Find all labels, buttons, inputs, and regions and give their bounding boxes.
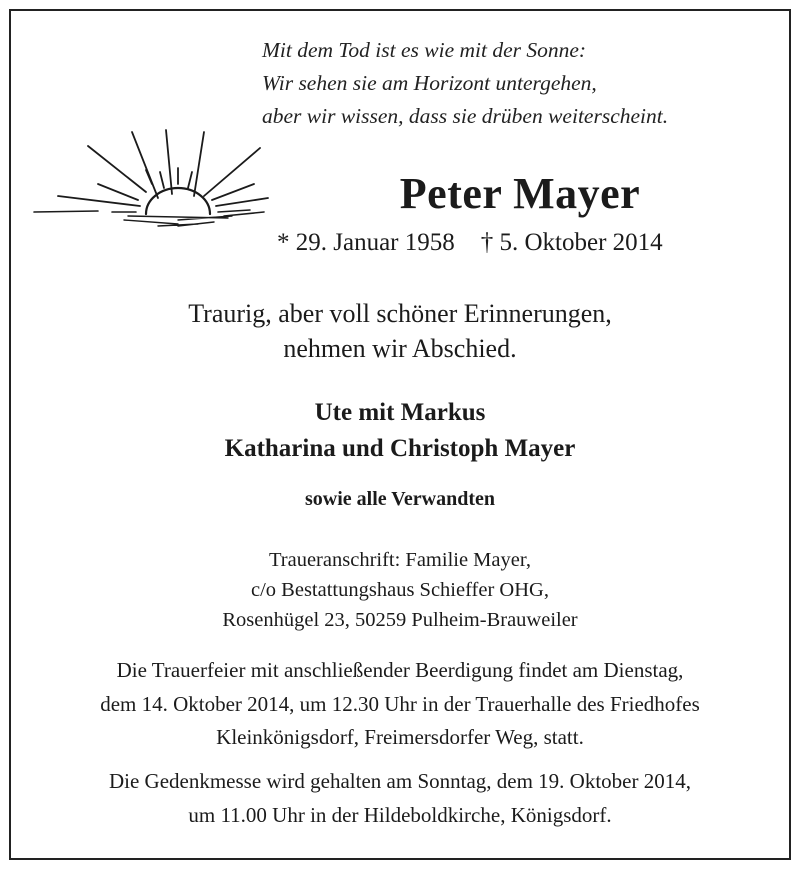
sun-ray — [58, 196, 140, 206]
farewell-line: nehmen wir Abschied. — [283, 334, 517, 363]
funeral-line: dem 14. Oktober 2014, um 12.30 Uhr in der Trauerhalle des Friedhofes — [100, 691, 700, 716]
sun-ray — [88, 146, 146, 192]
farewell-line: Traurig, aber voll schöner Erinnerungen, — [188, 299, 612, 328]
sun-ray — [146, 170, 152, 184]
motto-line: aber wir wissen, dass sie drüben weiterscheint. — [262, 104, 669, 128]
address-line: Rosenhügel 23, 50259 Pulheim-Brauweiler — [222, 609, 578, 631]
mourners-list — [60, 395, 740, 467]
sun-ray — [194, 132, 204, 196]
mourner-name: Ute mit Markus — [314, 399, 486, 426]
birth-date: * 29. Januar 1958 — [277, 229, 455, 256]
sun-ray — [98, 184, 138, 200]
mass-line: um 11.00 Uhr in der Hildeboldkirche, Königsdorf. — [188, 802, 612, 827]
motto-line: Wir sehen sie am Horizont untergehen, — [262, 71, 597, 95]
deceased-name: Peter Mayer — [399, 169, 641, 218]
relatives-line: sowie alle Verwandten — [305, 488, 495, 510]
motto-line: Mit dem Tod ist es wie mit der Sonne: — [262, 38, 587, 62]
sun-ray — [166, 130, 172, 194]
sun-ray — [216, 198, 268, 206]
sun-ray — [160, 172, 164, 188]
memorial-mass-notice — [20, 765, 780, 832]
sun-ray — [212, 184, 254, 200]
address-line: c/o Bestattungshaus Schieffer OHG, — [251, 579, 549, 601]
farewell-text — [60, 296, 740, 366]
water-reflection — [124, 216, 232, 226]
horizon-right — [218, 210, 264, 216]
funeral-notice — [20, 654, 780, 755]
mourning-address — [60, 545, 740, 635]
mass-line: Die Gedenkmesse wird gehalten am Sonntag, dem 19. Oktober 2014, — [108, 769, 692, 793]
address-line: Traueranschrift: Familie Mayer, — [268, 549, 531, 571]
horizon-left — [34, 211, 136, 212]
sun-ray — [204, 148, 260, 196]
funeral-line: Kleinkönigsdorf, Freimersdorfer Weg, statt. — [216, 725, 584, 749]
sunrise-icon — [28, 126, 278, 236]
funeral-line: Die Trauerfeier mit anschließender Beerdigung findet am Dienstag, — [116, 658, 684, 682]
mourner-name: Katharina und Christoph Mayer — [224, 435, 576, 462]
sun-ray — [132, 132, 158, 198]
sun-ray — [188, 172, 192, 188]
death-date: † 5. Oktober 2014 — [480, 229, 663, 256]
life-dates — [277, 226, 747, 260]
motto-quote — [262, 34, 762, 133]
